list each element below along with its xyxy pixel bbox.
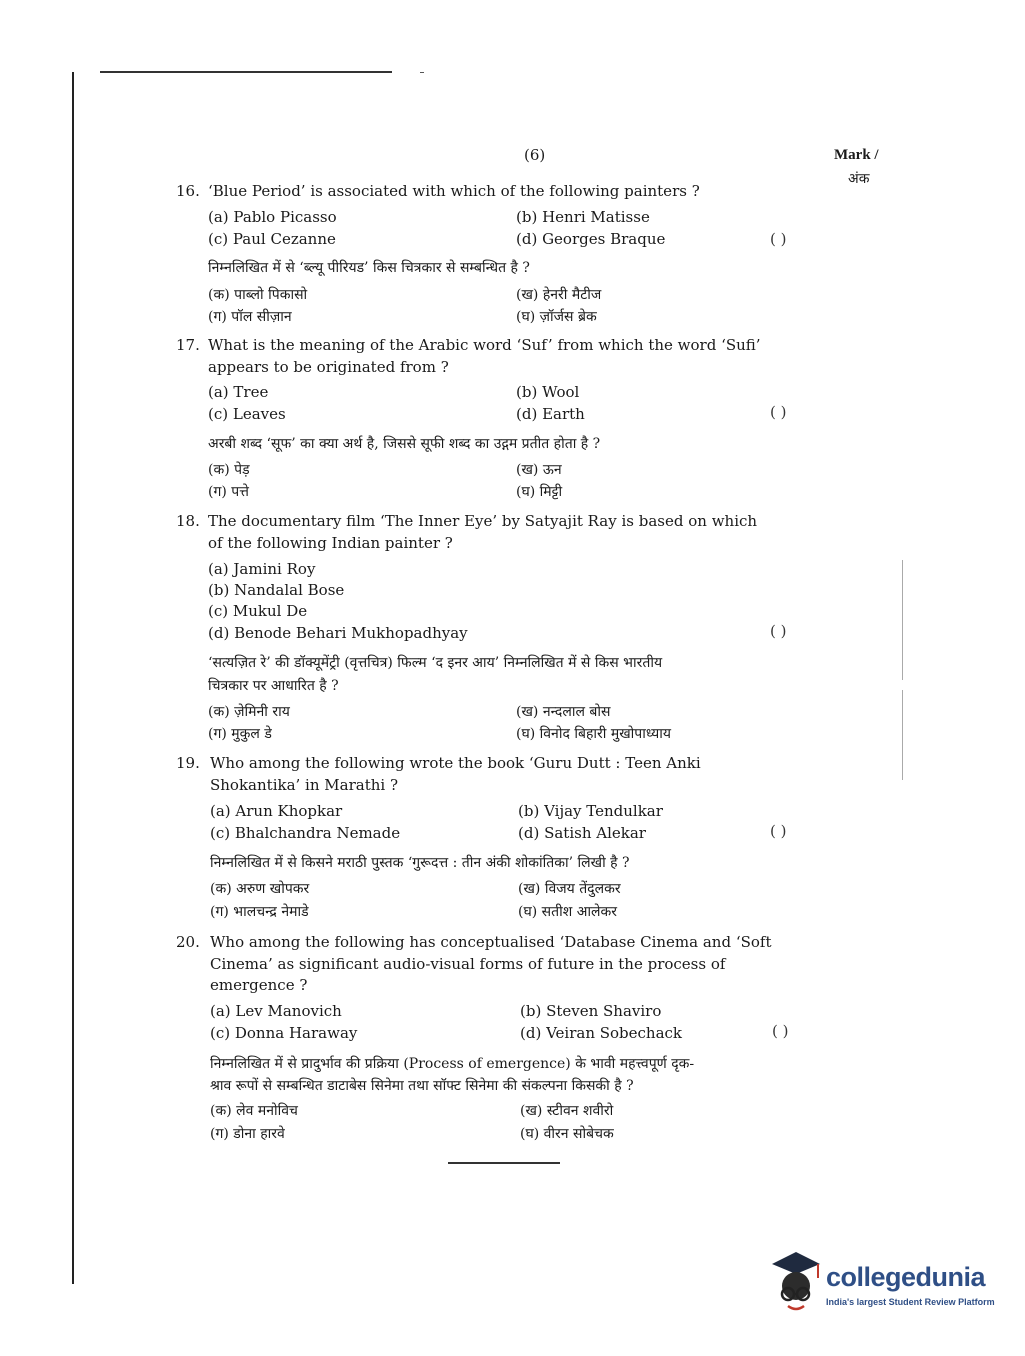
option-b: (b) Vijay Tendulkar [518,802,663,820]
question-text-line-1: The documentary film ‘The Inner Eye’ by Satyajit Ray is based on which [208,512,758,530]
option-ka: (क) लेव मनोविच [210,1103,298,1119]
option-a: (a) Lev Manovich [210,1002,342,1020]
option-gha: (घ) ज़ॉर्जस ब्रेक [516,309,597,325]
answer-box[interactable]: ( ) [770,230,787,248]
option-a: (a) Arun Khopkar [210,802,343,820]
option-b: (b) Steven Shaviro [520,1002,662,1020]
question-text-hindi-line-1: निम्नलिखित में से प्रादुर्भाव की प्रक्रिया (Process of emergence) के भावी महत्त्वपूर्ण दृक- [210,1056,695,1072]
answer-box[interactable]: ( ) [770,822,787,840]
option-c: (c) Leaves [208,405,286,423]
top-rule-fragment [420,72,424,73]
option-gha: (घ) वीरन सोबेचक [520,1126,614,1142]
question-number: 16. [176,182,200,200]
question-text-hindi: निम्नलिखित में से ‘ब्ल्यू पीरियड’ किस चित्रकार से सम्बन्धित है ? [208,260,530,276]
question-number: 18. [176,512,200,530]
question-text: ‘Blue Period’ is associated with which of the following painters ? [208,182,700,200]
option-c: (c) Donna Haraway [210,1024,358,1042]
option-kha: (ख) स्टीवन शवीरो [520,1103,614,1119]
option-ga: (ग) डोना हारवे [210,1126,285,1142]
option-kha: (ख) विजय तेंदुलकर [518,881,621,897]
question-text-line-1: What is the meaning of the Arabic word ‘Suf’ from which the word ‘Sufi’ [208,336,761,354]
option-d: (d) Earth [516,405,585,423]
answer-box[interactable]: ( ) [770,622,787,640]
option-ka: (क) ज़ेमिनी राय [208,704,290,720]
logo-tagline: India's largest Student Review Platform [826,1297,995,1307]
option-c: (c) Mukul De [208,602,308,620]
option-c: (c) Paul Cezanne [208,230,336,248]
option-ga: (ग) पॉल सीज़ान [208,309,292,325]
question-number: 20. [176,933,200,951]
scan-artifact [902,560,903,680]
option-gha: (घ) सतीश आलेकर [518,904,617,920]
collegedunia-logo[interactable] [766,1250,996,1320]
option-ka: (क) पाब्लो पिकासो [208,287,308,303]
logo-wordmark: collegedunia [826,1262,986,1292]
option-d: (d) Georges Braque [516,230,666,248]
question-text-hindi: निम्नलिखित में से किसने मराठी पुस्तक ‘गुरूदत्त : तीन अंकी शोकांतिका’ लिखी है ? [210,855,630,871]
option-d: (d) Veiran Sobechack [520,1024,683,1042]
top-rule [100,71,392,73]
mascot-icon [766,1250,826,1320]
option-ga: (ग) मुकुल डे [208,726,272,742]
answer-box[interactable]: ( ) [770,403,787,421]
option-gha: (घ) मिट्टी [516,484,563,500]
question-text-line-1: Who among the following has conceptualised ‘Database Cinema and ‘Soft [210,933,772,951]
page-number: (6) [524,146,546,164]
end-of-page-rule [448,1162,560,1164]
option-ga: (ग) पत्ते [208,484,249,500]
question-text-line-2: Cinema’ as significant audio-visual forms of future in the process of [210,955,726,973]
option-c: (c) Bhalchandra Nemade [210,824,401,842]
option-b: (b) Henri Matisse [516,208,650,226]
option-kha: (ख) नन्दलाल बोस [516,704,611,720]
option-a: (a) Tree [208,383,269,401]
left-margin-line [72,72,74,1284]
option-kha: (ख) हेनरी मैटीज [516,287,602,303]
question-text-hindi-line-2: श्राव रूपों से सम्बन्धित डाटाबेस सिनेमा तथा सॉफ्ट सिनेमा की संकल्पना किसकी है ? [210,1078,634,1094]
option-b: (b) Wool [516,383,580,401]
mark-label-hi: अंक [848,171,870,187]
option-a: (a) Pablo Picasso [208,208,337,226]
question-text-hindi: अरबी शब्द ‘सूफ’ का क्या अर्थ है, जिससे सूफी शब्द का उद्गम प्रतीत होता है ? [208,436,601,452]
question-text-line-3: emergence ? [210,976,308,994]
option-ka: (क) अरुण खोपकर [210,881,310,897]
question-text-hindi-line-1: ‘सत्यज़ित रे’ की डॉक्यूमेंट्री (वृत्तचित्र) फिल्म ‘द इनर आय’ निम्नलिखित में से किस भारतीय [208,655,663,671]
option-d: (d) Benode Behari Mukhopadhyay [208,624,468,642]
question-text-hindi-line-2: चित्रकार पर आधारित है ? [208,678,339,694]
answer-box[interactable]: ( ) [772,1022,789,1040]
scan-artifact [902,690,903,780]
question-text-line-2: of the following Indian painter ? [208,534,453,552]
option-ga: (ग) भालचन्द्र नेमाडे [210,904,309,920]
option-b: (b) Nandalal Bose [208,581,345,599]
question-text-line-2: Shokantika’ in Marathi ? [210,776,398,794]
option-kha: (ख) ऊन [516,462,562,478]
question-text-line-1: Who among the following wrote the book ‘Guru Dutt : Teen Anki [210,754,701,772]
option-ka: (क) पेड़ [208,462,250,478]
option-a: (a) Jamini Roy [208,560,316,578]
mark-label-en: Mark / [834,147,879,163]
option-d: (d) Satish Alekar [518,824,646,842]
question-number: 17. [176,336,200,354]
question-text-line-2: appears to be originated from ? [208,358,449,376]
option-gha: (घ) विनोद बिहारी मुखोपाध्याय [516,726,671,742]
question-number: 19. [176,754,200,772]
